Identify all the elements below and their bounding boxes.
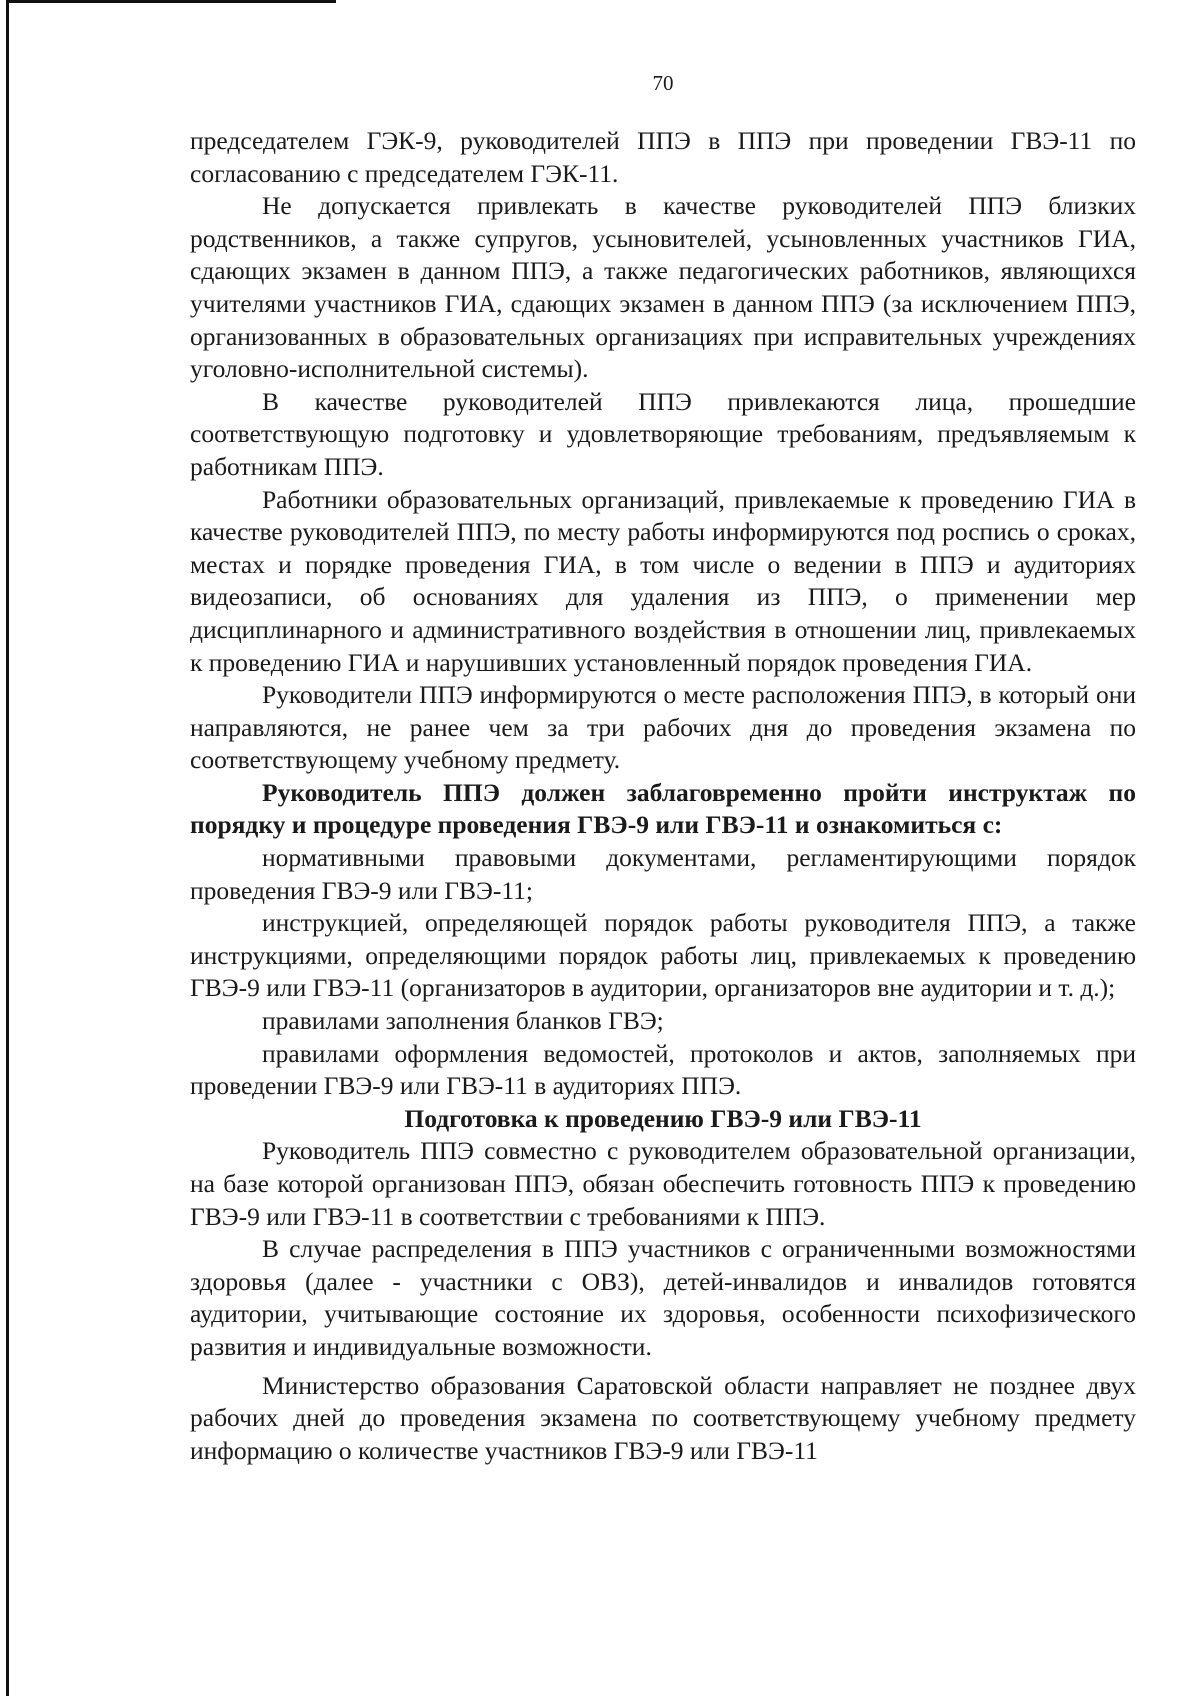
list-item-regulatory-documents: нормативными правовыми документами, регламентирующими порядок проведения ГВЭ-9 или ГВЭ-11; <box>190 843 1136 905</box>
paragraph-ministry-information: Министерство образования Саратовской области направляет не позднее двух рабочих дней до проведения экзамена по соответствующему учебному предмету информацию о количестве участников ГВЭ-9 или ГВЭ-11 <box>190 1370 1136 1465</box>
list-item-records-rules: правилами оформления ведомостей, протоколов и актов, заполняемых при проведении ГВЭ-9 или ГВЭ-11 в аудиториях ППЭ. <box>190 1038 1136 1101</box>
paragraph-disabilities: В случае распределения в ППЭ участников с ограниченными возможностями здоровья (далее - участники с ОВЗ), детей-инвалидов и инвалидов готовятся аудитории, учитывающие состояние их здоровья, особенности психофизического развития и индивидуальные возможности. <box>190 1234 1136 1361</box>
document-page <box>190 70 1136 1467</box>
scan-edge-left <box>6 0 9 1696</box>
section-heading: Подготовка к проведению ГВЭ-9 или ГВЭ-11 <box>404 1103 922 1133</box>
list-item-instructions: инструкцией, определяющей порядок работы руководителя ППЭ, а также инструкциями, определяющими порядок работы лиц, привлекаемых к проведению ГВЭ-9 или ГВЭ-11 (организаторов в аудитории, организаторов вне аудитории и т. д.); <box>190 908 1136 1003</box>
scan-edge-top <box>6 0 336 3</box>
paragraph-instruction-requirement: Руководитель ППЭ должен заблаговременно пройти инструктаж по порядку и процедуре проведения ГВЭ-9 или ГВЭ-11 и ознакомиться с: <box>190 777 1136 840</box>
list-item-form-rules: правилами заполнения бланков ГВЭ; <box>262 1006 664 1036</box>
paragraph-continuation: председателем ГЭК-9, руководителей ППЭ в ППЭ при проведении ГВЭ-11 по согласованию с председателем ГЭК-11. <box>190 126 1136 188</box>
page-number: 70 <box>652 71 674 95</box>
paragraph-qualified-persons: В качестве руководителей ППЭ привлекаются лица, прошедшие соответствующую подготовку и удовлетворяющие требованиям, предъявляемым к работникам ППЭ. <box>190 386 1136 481</box>
paragraph-readiness: Руководитель ППЭ совместно с руководителем образовательной организации, на базе которой организован ППЭ, обязан обеспечить готовность ППЭ к проведению ГВЭ-9 или ГВЭ-11 в соответствии с требованиями к ППЭ. <box>190 1136 1136 1231</box>
paragraph-employee-notification: Работники образовательных организаций, привлекаемые к проведению ГИА в качестве руководителей ППЭ, по месту работы информируются под роспись о сроках, местах и порядке проведения ГИА, в том числе о ведении в ППЭ и аудиториях видеозаписи, об основаниях для удаления из ППЭ, о применении мер дисциплинарного и административного воздействия в отношении лиц, привлекаемых к проведению ГИА и нарушивших установленный порядок проведения ГИА. <box>190 484 1136 677</box>
paragraph-relatives-restriction: Не допускается привлекать в качестве руководителей ППЭ близких родственников, а также супругов, усыновителей, усыновленных участников ГИА, сдающих экзамен в данном ППЭ, а также педагогических работников, являющихся учителями участников ГИА, сдающих экзамен в данном ППЭ (за исключением ППЭ, организованных в образовательных организациях при исправительных учреждениях уголовно-исполнительной системы). <box>190 191 1136 384</box>
paragraph-location-notice: Руководители ППЭ информируются о месте расположения ППЭ, в который они направляются, не ранее чем за три рабочих дня до проведения экзамена по соответствующему учебному предмету. <box>190 680 1136 775</box>
